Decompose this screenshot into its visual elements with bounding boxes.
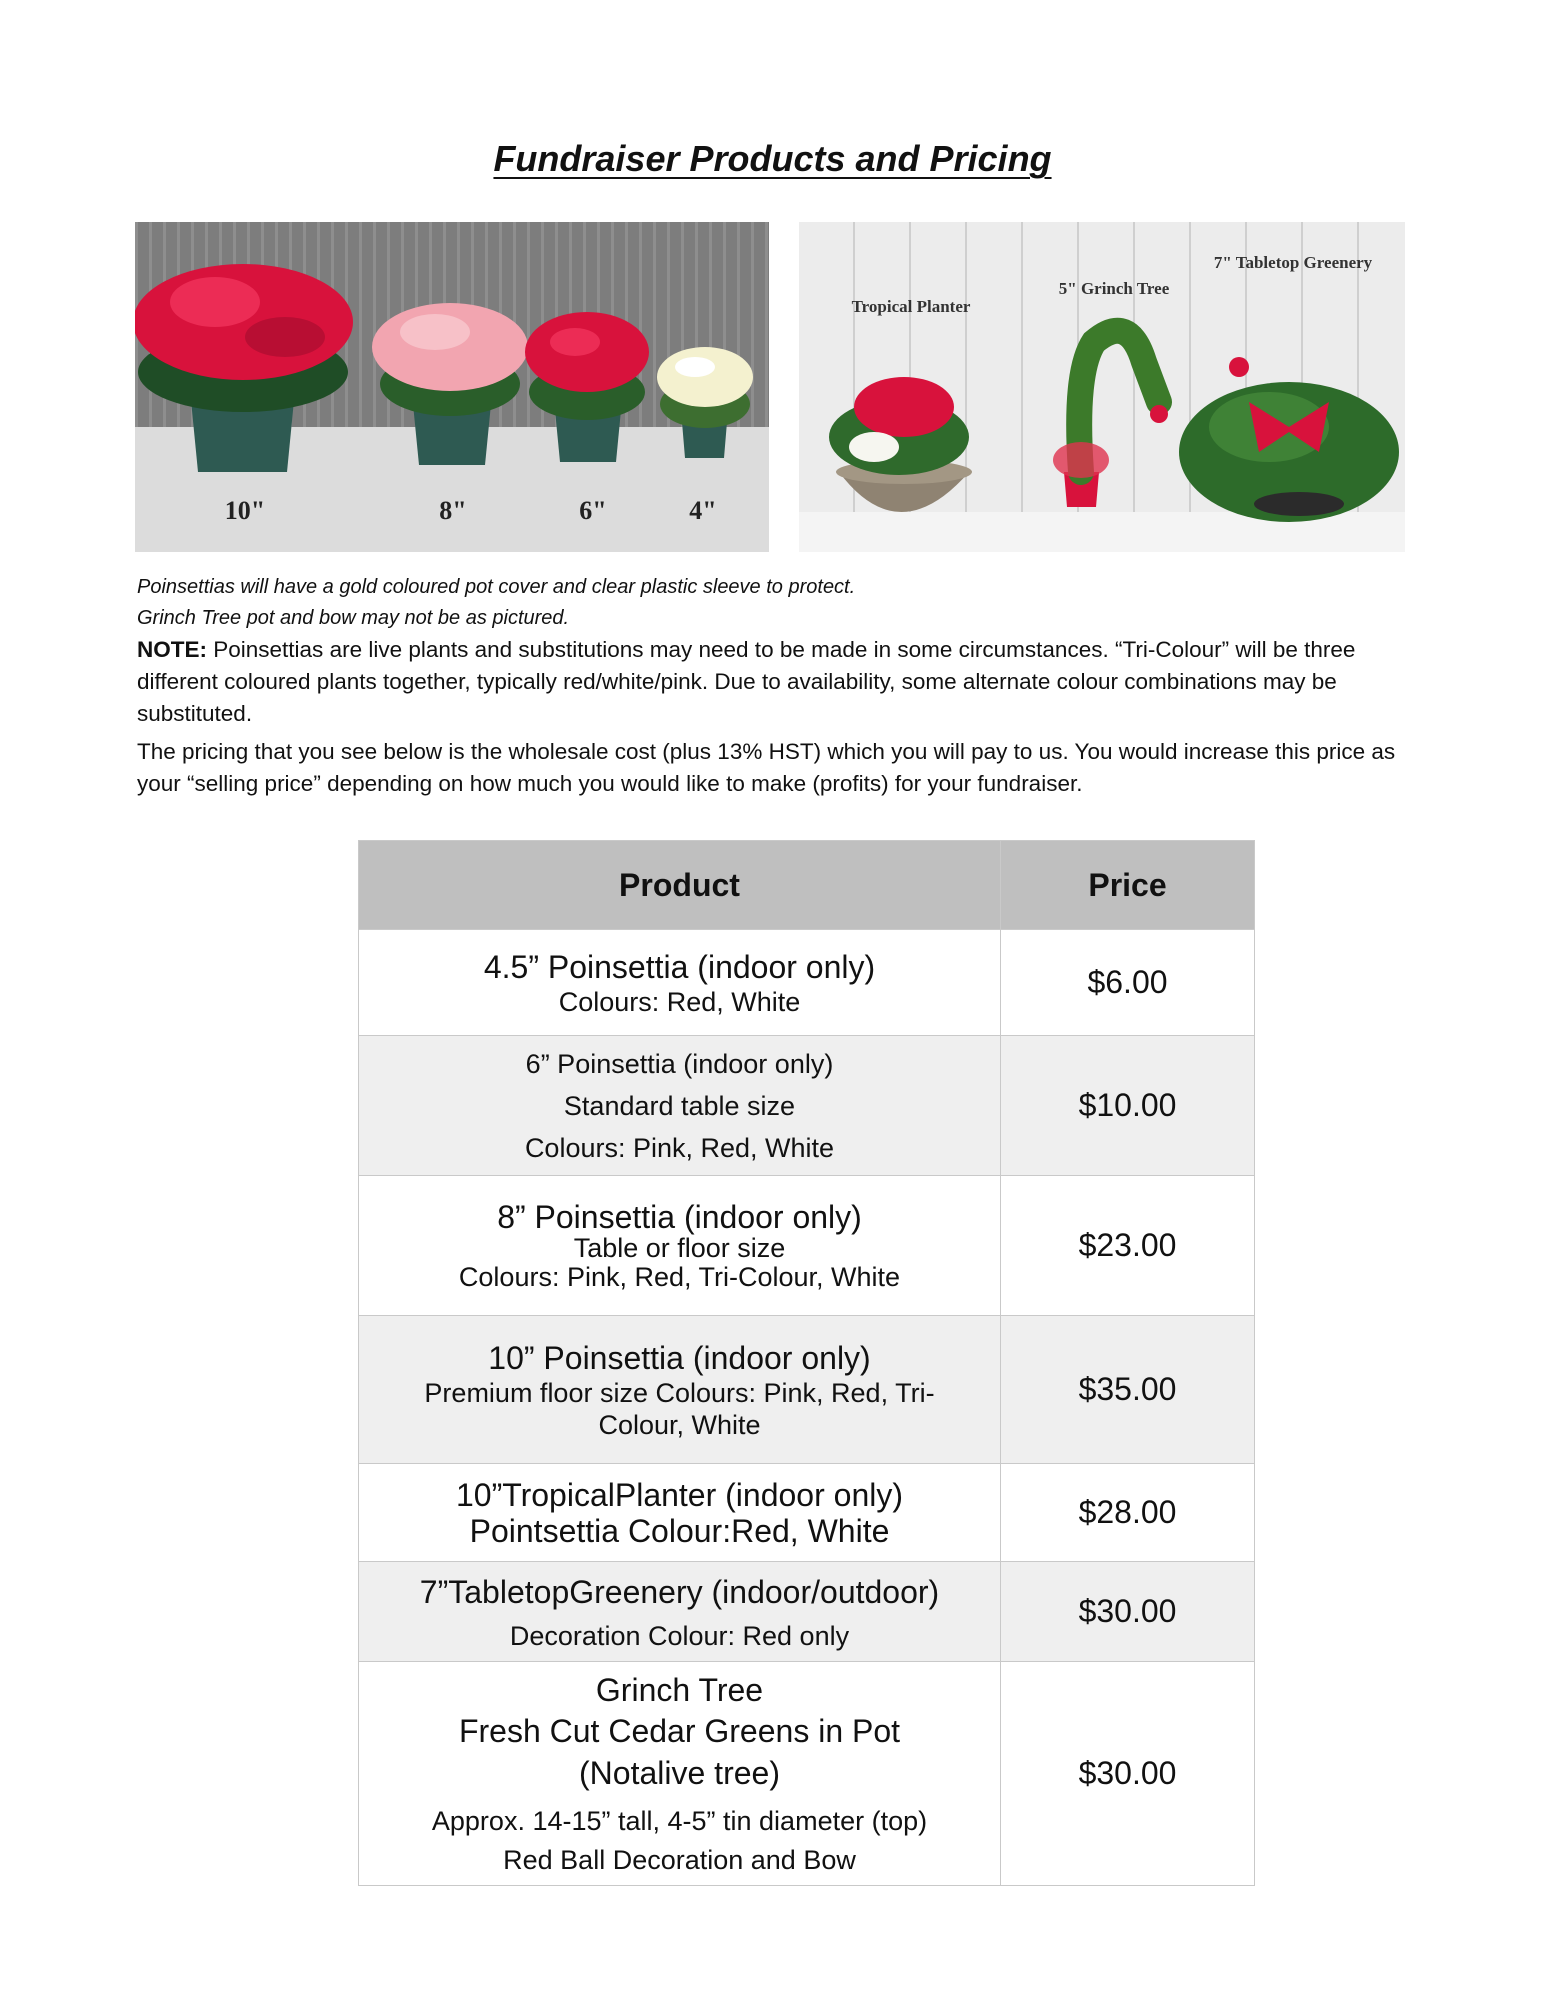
table-row xyxy=(359,1036,1255,1176)
price-cell: $23.00 xyxy=(1001,1176,1255,1316)
product-detail: Colours: Red, White xyxy=(558,986,801,1017)
photo-arrangement-label: 7" Tabletop Greenery xyxy=(1213,253,1373,272)
table-header-row xyxy=(359,841,1255,930)
price-table xyxy=(358,840,1255,1886)
product-name: 10” Poinsettia (indoor only) xyxy=(488,1339,871,1376)
product-detail: Colours: Pink, Red, White xyxy=(524,1132,835,1163)
grinch-pot-note: Grinch Tree pot and bow may not be as pictured. xyxy=(137,607,570,629)
product-name: 4.5” Poinsettia (indoor only) xyxy=(483,948,876,985)
product-detail: Fresh Cut Cedar Greens in Pot xyxy=(458,1712,901,1749)
product-detail: Decoration Colour: Red only xyxy=(509,1620,850,1651)
product-cell xyxy=(359,1176,1001,1316)
poinsettia-sizes-illustration xyxy=(135,222,769,552)
product-column-header: Product xyxy=(359,841,1001,930)
product-detail: Colours: Pink, Red, Tri-Colour, White xyxy=(458,1261,901,1292)
product-name: 6” Poinsettia (indoor only) xyxy=(525,1048,834,1079)
price-cell: $10.00 xyxy=(1001,1036,1255,1176)
product-cell xyxy=(359,1662,1001,1886)
note-label: NOTE: xyxy=(137,637,207,662)
product-cell xyxy=(359,1036,1001,1176)
price-cell: $6.00 xyxy=(1001,930,1255,1036)
product-name: 7”TabletopGreenery (indoor/outdoor) xyxy=(419,1573,940,1610)
price-cell: $30.00 xyxy=(1001,1662,1255,1886)
product-detail: Table or floor size xyxy=(573,1232,786,1263)
table-row xyxy=(359,1662,1255,1886)
poinsettia-sizes-photo xyxy=(135,222,769,552)
photo-size-label: 6" xyxy=(579,496,607,525)
price-cell: $30.00 xyxy=(1001,1562,1255,1662)
product-cell xyxy=(359,930,1001,1036)
price-cell: $35.00 xyxy=(1001,1316,1255,1464)
product-cell xyxy=(359,1464,1001,1562)
product-name: 8” Poinsettia (indoor only) xyxy=(497,1198,862,1235)
pot-cover-note: Poinsettias will have a gold coloured pot cover and clear plastic sleeve to protect. xyxy=(137,576,856,598)
product-detail: Red Ball Decoration and Bow xyxy=(503,1844,856,1875)
table-row xyxy=(359,1176,1255,1316)
product-detail: Approx. 14-15” tall, 4-5” tin diameter (top) xyxy=(431,1805,928,1836)
product-name: 10”TropicalPlanter (indoor only) xyxy=(455,1476,903,1513)
table-row xyxy=(359,1562,1255,1662)
product-detail: Standard table size xyxy=(563,1090,796,1121)
table-row xyxy=(359,1316,1255,1464)
photo-size-label: 4" xyxy=(689,496,717,525)
table-row xyxy=(359,930,1255,1036)
product-cell xyxy=(359,1562,1001,1662)
document-title: Fundraiser Products and Pricing xyxy=(493,138,1052,179)
photo-arrangement-label: Tropical Planter xyxy=(851,297,971,316)
photo-arrangement-label: 5" Grinch Tree xyxy=(1058,279,1170,298)
price-column-header: Price xyxy=(1001,841,1255,930)
product-detail: Pointsettia Colour:Red, White xyxy=(469,1512,890,1549)
note-text: Poinsettias are live plants and substitutions may need to be made in some circumstances. “Tri-Colour” will be three different coloured plants together, typically red/white/pink. Due to availability, some alternate colour combinations may be substituted. xyxy=(137,637,1356,726)
product-name: Grinch Tree xyxy=(595,1671,764,1708)
product-detail: (Notalive tree) xyxy=(579,1754,780,1791)
pricing-explanation: The pricing that you see below is the wholesale cost (plus 13% HST) which you will pay to us. You would increase this price as your “selling price” depending on how much you would like to make (profits) for your fundraiser. xyxy=(137,739,1396,796)
notes-section xyxy=(137,572,1417,800)
product-cell xyxy=(359,1316,1001,1464)
table-row xyxy=(359,1464,1255,1562)
substitution-note xyxy=(137,634,1417,730)
price-cell: $28.00 xyxy=(1001,1464,1255,1562)
arrangements-photo xyxy=(799,222,1405,552)
photo-size-label: 8" xyxy=(439,496,467,525)
arrangements-illustration xyxy=(799,222,1405,552)
product-detail: Premium floor size Colours: Pink, Red, Tri-Colour, White xyxy=(424,1377,935,1440)
photo-size-label: 10" xyxy=(224,496,266,525)
